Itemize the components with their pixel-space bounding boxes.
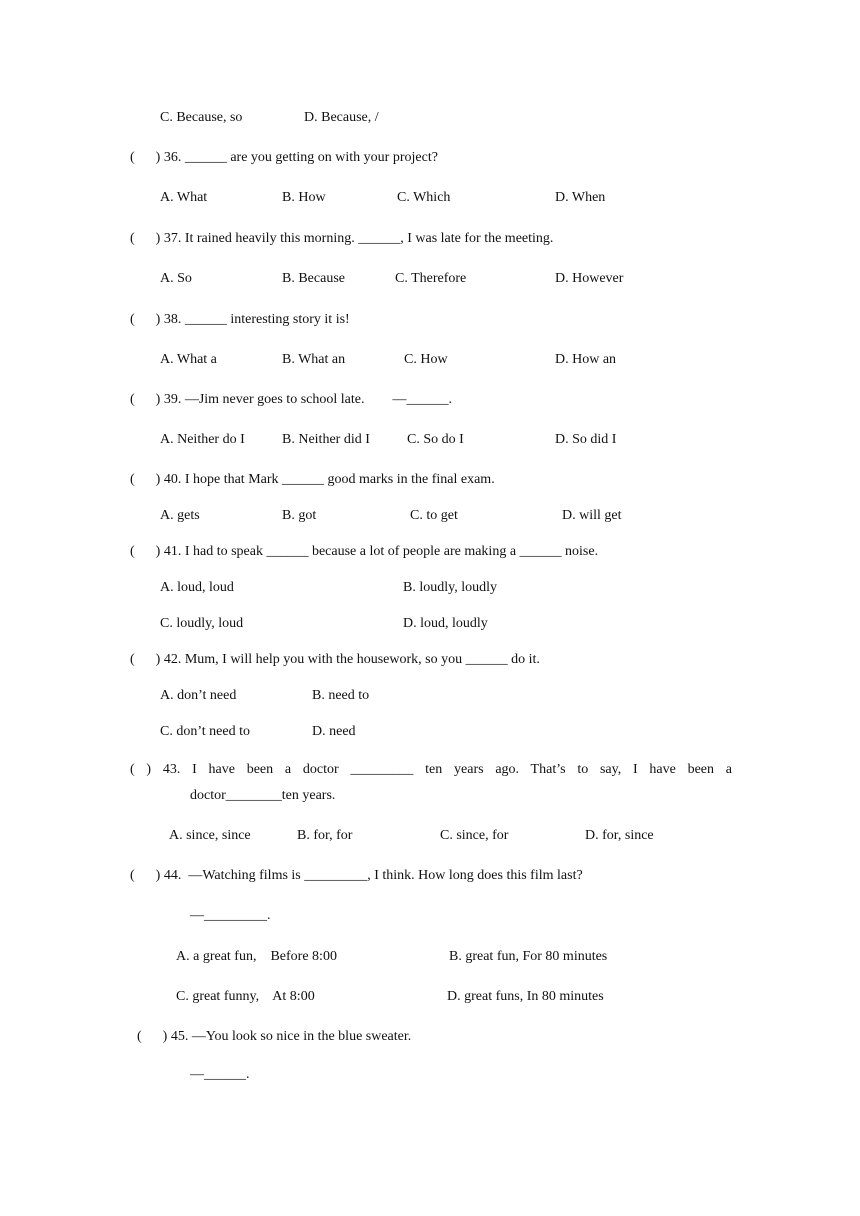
q38-prompt: ( ) 38. ______ interesting story it is! xyxy=(130,312,350,327)
q40-option-a: A. gets xyxy=(160,508,200,523)
q38-option-a: A. What a xyxy=(160,352,217,367)
q43-option-d: D. for, since xyxy=(585,828,654,843)
q43-prompt-line1: ( ) 43. I have been a doctor _________ ten years ago. That’s to say, I have been a xyxy=(130,762,732,777)
q38-option-c: C. How xyxy=(404,352,448,367)
q39-option-a: A. Neither do I xyxy=(160,432,245,447)
q38-option-b: B. What an xyxy=(282,352,346,367)
q38-option-d: D. How an xyxy=(555,352,617,367)
q35-option-c: C. Because, so xyxy=(160,110,243,125)
q42-option-d: D. need xyxy=(312,724,356,739)
q40-prompt: ( ) 40. I hope that Mark ______ good marks in the final exam. xyxy=(130,472,495,487)
q37-prompt: ( ) 37. It rained heavily this morning. ______, I was late for the meeting. xyxy=(130,231,554,246)
q35-option-d: D. Because, / xyxy=(304,110,379,125)
q39-prompt: ( ) 39. —Jim never goes to school late. —______. xyxy=(130,392,452,407)
q37-option-a: A. So xyxy=(160,271,192,286)
q37-option-c: C. Therefore xyxy=(395,271,467,286)
q41-option-a: A. loud, loud xyxy=(160,580,234,595)
q43-prompt-line2: doctor________ten years. xyxy=(190,788,336,803)
q37-option-d: D. However xyxy=(555,271,624,286)
q36-option-d: D. When xyxy=(555,190,606,205)
q44-option-d: D. great funs, In 80 minutes xyxy=(447,989,604,1004)
q42-option-a: A. don’t need xyxy=(160,688,237,703)
q43-option-a: A. since, since xyxy=(169,828,251,843)
q43-option-c: C. since, for xyxy=(440,828,509,843)
q36-option-c: C. Which xyxy=(397,190,451,205)
q44-reply: —_________. xyxy=(190,908,271,923)
q40-option-b: B. got xyxy=(282,508,317,523)
q45-prompt: ( ) 45. —You look so nice in the blue sweater. xyxy=(137,1029,412,1044)
q44-prompt: ( ) 44. —Watching films is _________, I think. How long does this film last? xyxy=(130,868,583,883)
q45-reply: —______. xyxy=(190,1067,250,1082)
q40-option-d: D. will get xyxy=(562,508,622,523)
q41-option-c: C. loudly, loud xyxy=(160,616,244,631)
q36-option-a: A. What xyxy=(160,190,208,205)
q40-option-c: C. to get xyxy=(410,508,458,523)
q36-prompt: ( ) 36. ______ are you getting on with your project? xyxy=(130,150,438,165)
q37-option-b: B. Because xyxy=(282,271,345,286)
q42-prompt: ( ) 42. Mum, I will help you with the housework, so you ______ do it. xyxy=(130,652,540,667)
q42-option-b: B. need to xyxy=(312,688,370,703)
q39-option-c: C. So do I xyxy=(407,432,464,447)
q44-option-b: B. great fun, For 80 minutes xyxy=(449,949,608,964)
q44-option-a: A. a great fun, Before 8:00 xyxy=(176,949,337,964)
q41-option-b: B. loudly, loudly xyxy=(403,580,497,595)
q44-option-c: C. great funny, At 8:00 xyxy=(176,989,315,1004)
q42-option-c: C. don’t need to xyxy=(160,724,250,739)
q41-option-d: D. loud, loudly xyxy=(403,616,488,631)
q43-option-b: B. for, for xyxy=(297,828,353,843)
q41-prompt: ( ) 41. I had to speak ______ because a lot of people are making a ______ noise. xyxy=(130,544,599,559)
q39-option-d: D. So did I xyxy=(555,432,617,447)
q36-option-b: B. How xyxy=(282,190,326,205)
q39-option-b: B. Neither did I xyxy=(282,432,370,447)
